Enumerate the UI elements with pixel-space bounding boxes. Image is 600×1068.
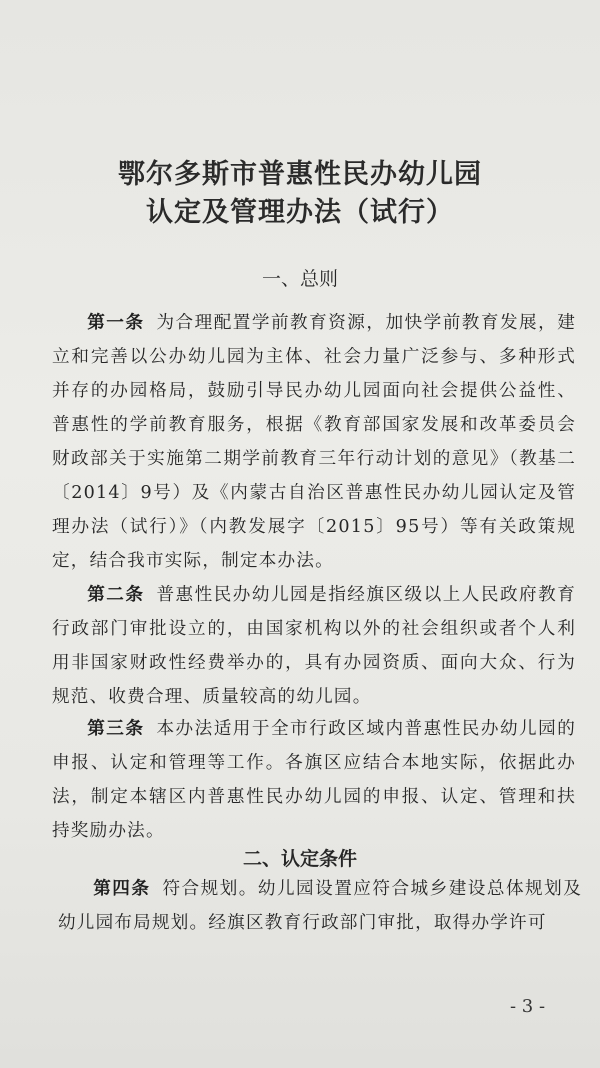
article-text: 本办法适用于全市行政区域内普惠性民办幼儿园的申报、认定和管理等工作。各旗区应结合本地实际，依据此办法，制定本辖区内普惠性民办幼儿园的申报、认定、管理和扶持奖励办法。 <box>52 719 577 841</box>
document-title-line2: 认定及管理办法（试行） <box>146 197 454 228</box>
article-paragraph <box>52 712 576 848</box>
article-label: 第四条 <box>93 879 151 899</box>
article-label: 第二条 <box>87 585 145 605</box>
section-heading-conditions: 二、认定条件 <box>242 848 357 870</box>
article-paragraph <box>58 872 582 940</box>
article-paragraph <box>52 306 576 578</box>
article-text: 符合规划。幼儿园设置应符合城乡建设总体规划及幼儿园布局规划。经旗区教育行政部门审批，取得办学许可 <box>58 879 583 933</box>
page-number: - 3 - <box>510 996 546 1017</box>
section-heading-general: 一、总则 <box>261 268 338 290</box>
article-text: 为合理配置学前教育资源，加快学前教育发展，建立和完善以公办幼儿园为主体、社会力量广泛参与、多种形式并存的办园格局，鼓励引导民办幼儿园面向社会提供公益性、普惠性的学前教育服务，根据《教育部国家发展和改革委员会财政部关于实施第二期学前教育三年行动计划的意见》（教基二〔2014〕9号）及《内蒙古自治区普惠性民办幼儿园认定及管理办法（试行）》（内教发展字〔2015〕95号）等有关政策规定，结合我市实际，制定本办法。 <box>52 313 577 571</box>
document-title-line1: 鄂尔多斯市普惠性民办幼儿园 <box>118 159 482 190</box>
article-text: 普惠性民办幼儿园是指经旗区级以上人民政府教育行政部门审批设立的，由国家机构以外的社会组织或者个人利用非国家财政性经费举办的，具有办园资质、面向大众、行为规范、收费合理、质量较高的幼儿园。 <box>52 585 577 707</box>
article-paragraph <box>52 578 576 714</box>
article-label: 第一条 <box>87 313 145 333</box>
article-label: 第三条 <box>87 719 145 739</box>
